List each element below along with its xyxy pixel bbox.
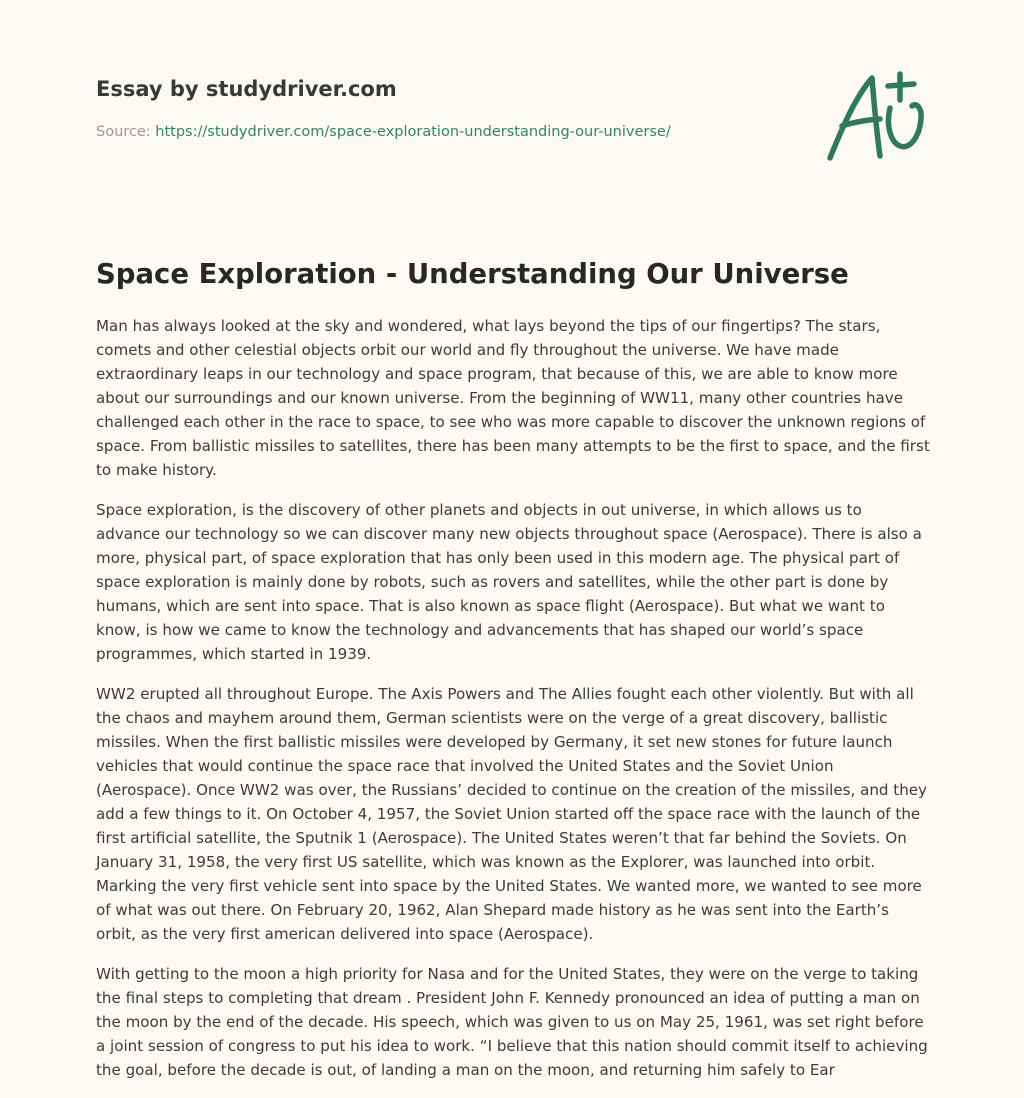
essay-content bbox=[96, 254, 930, 1098]
essay-paragraph: Space exploration, is the discovery of other planets and objects in out universe, in which allows us to advance our technology so we can discover many new objects throughout space (Aerospace). There is also a more, physical part, of space exploration that has only been used in this modern age. The physical part of space exploration is mainly done by robots, such as rovers and satellites, while the other part is done by humans, which are sent into space. That is also known as space flight (Aerospace). But what we want to know, is how we came to know the technology and advancements that has shaped our world’s space programmes, which started in 1939. bbox=[96, 501, 922, 663]
essay-paragraph: With getting to the moon a high priority for Nasa and for the United States, they were on the verge to taking the final steps to completing that dream . President John F. Kennedy pronounced an idea of putting a man on the moon by the end of the decade. His speech, which was given to us on May 25, 1961, was set right before a joint session of congress to put his idea to work. “I believe that this nation should commit itself to achieving the goal, before the decade is out, of landing a man on the moon, and returning him safely to Ear bbox=[96, 965, 928, 1079]
a-plus-logo-icon bbox=[820, 66, 930, 166]
essay-paragraph: WW2 erupted all throughout Europe. The Axis Powers and The Allies fought each other violently. But with all the chaos and mayhem around them, German scientists were on the verge of a great discovery, ballistic missiles. When the first ballistic missiles were developed by Germany, it set new stones for future launch vehicles that would continue the space race that involved the United States and the Soviet Union (Aerospace). Once WW2 was over, the Russians’ decided to continue on the creation of the missiles, and they add a few things to it. On October 4, 1957, the Soviet Union started off the space race with the launch of the first artificial satellite, the Sputnik 1 (Aerospace). The United States weren’t that far behind the Soviets. On January 31, 1958, the very first US satellite, which was known as the Explorer, was launched into orbit. Marking the very first vehicle sent into space by the United States. We wanted more, we wanted to see more of what was out there. On February 20, 1962, Alan Shepard made history as he was sent into the Earth’s orbit, as the very first american delivered into space (Aerospace). bbox=[96, 685, 927, 943]
source-line bbox=[96, 122, 796, 142]
source-link[interactable]: https://studydriver.com/space-exploration-understanding-our-universe/ bbox=[155, 124, 671, 140]
site-title: Essay by studydriver.com bbox=[96, 77, 397, 101]
source-label: Source: bbox=[96, 124, 151, 140]
essay-header bbox=[96, 74, 796, 142]
essay-title: Space Exploration - Understanding Our Universe bbox=[96, 258, 849, 290]
essay-body bbox=[96, 314, 930, 1082]
essay-paragraph: Man has always looked at the sky and wondered, what lays beyond the tips of our fingertips? The stars, comets and other celestial objects orbit our world and fly throughout the universe. We have made extraordinary leaps in our technology and space program, that because of this, we are able to know more about our surroundings and our known universe. From the beginning of WW11, many other countries have challenged each other in the race to space, to see who was more capable to discover the unknown regions of space. From ballistic missiles to satellites, there has been many attempts to be the first to space, and the first to make history. bbox=[96, 317, 930, 479]
